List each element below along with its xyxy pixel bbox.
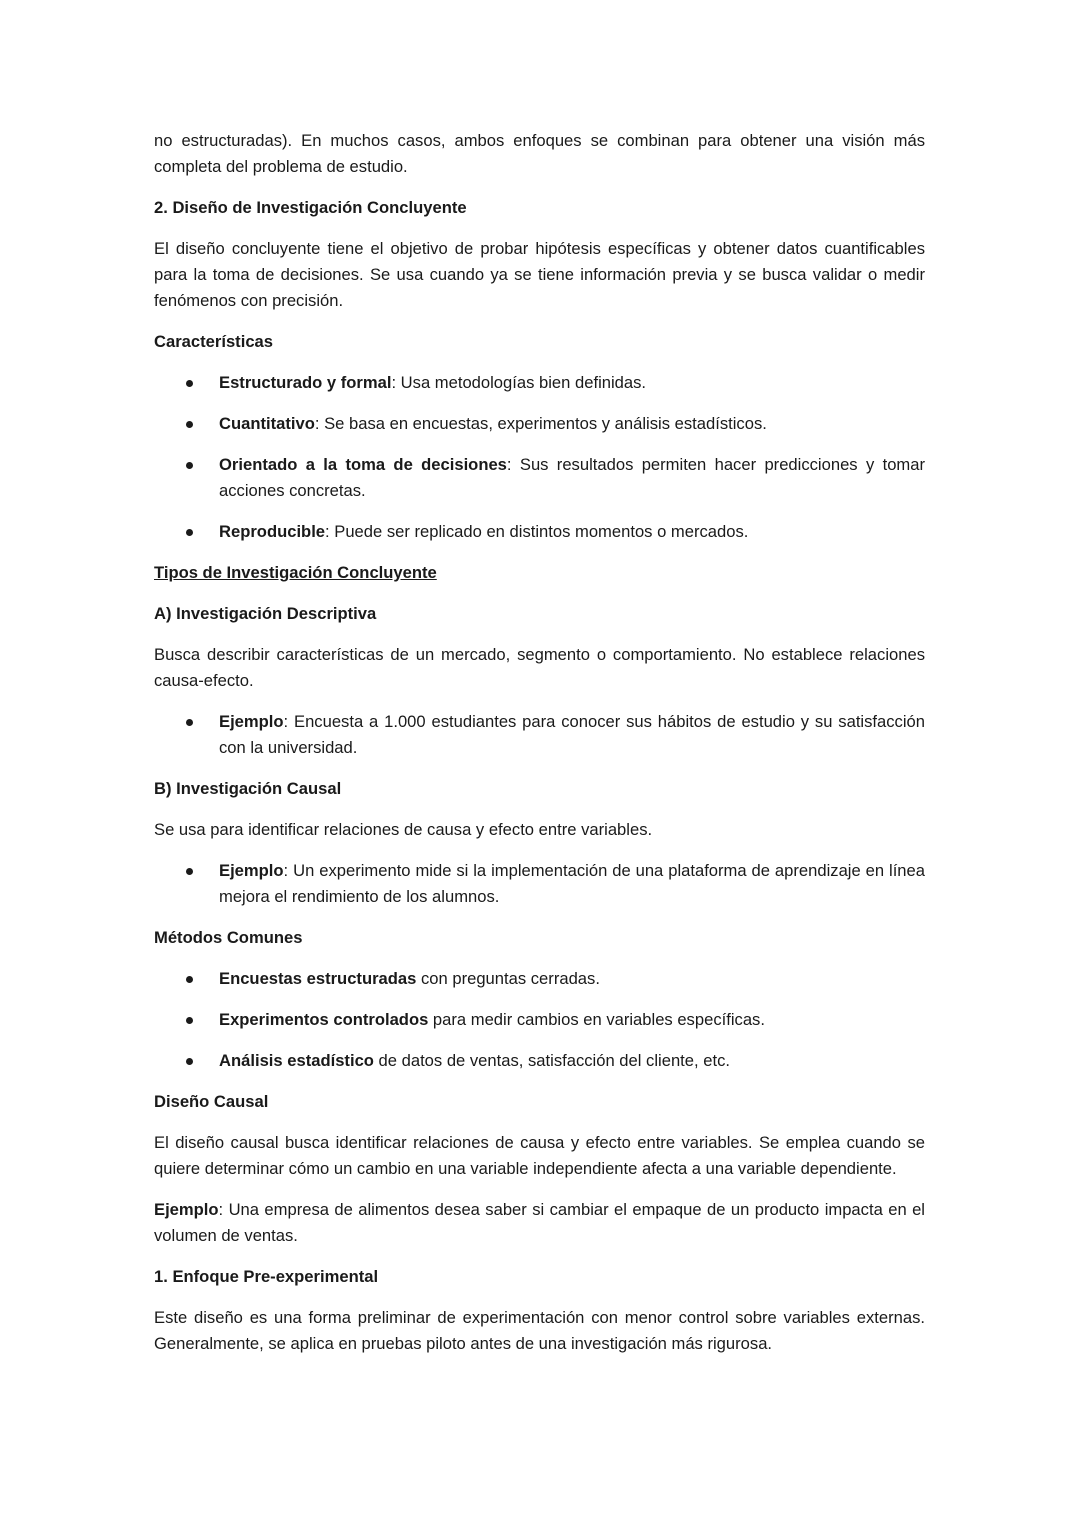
text: Tipos de Investigación Concluyente [154,563,437,582]
bullet-icon [186,421,193,428]
bold-text: Ejemplo [154,1200,219,1219]
bold-text: Experimentos controlados [219,1010,429,1029]
text: : Encuesta a 1.000 estudiantes para conocer sus hábitos de estudio y su satisfacción con la universidad. [219,712,925,757]
text: Se usa para identificar relaciones de causa y efecto entre variables. [154,820,653,839]
text: 2. Diseño de Investigación Concluyente [154,198,467,217]
section-heading [154,560,925,586]
bullet-icon [186,868,193,875]
bullet-list [154,709,925,761]
bold-text: Cuantitativo [219,414,315,433]
bullet-icon [186,1058,193,1065]
bullet-icon [186,976,193,983]
list-item [154,858,925,910]
paragraph [154,817,925,843]
text: para medir cambios en variables específicas. [428,1010,765,1029]
text: : Usa metodologías bien definidas. [391,373,647,392]
text: Este diseño es una forma preliminar de experimentación con menor control sobre variables externas. Generalmente, se aplica en pruebas piloto antes de una investigación más rigurosa. [154,1308,925,1353]
text: con preguntas cerradas. [416,969,600,988]
bold-text: Ejemplo [219,712,284,731]
text: no estructuradas). En muchos casos, ambos enfoques se combinan para obtener una visión más completa del problema de estudio. [154,131,925,176]
text: : Sus resultados permiten hacer predicciones y tomar acciones concretas. [219,455,925,500]
text: El diseño causal busca identificar relaciones de causa y efecto entre variables. Se emplea cuando se quiere determinar cómo un cambio en una variable independiente afecta a una variable dependiente. [154,1133,925,1178]
bold-text: Reproducible [219,522,326,541]
bullet-icon [186,1017,193,1024]
list-item [154,370,925,396]
text: : Puede ser replicado en distintos momentos o mercados. [325,522,749,541]
text: El diseño concluyente tiene el objetivo de probar hipótesis específicas y obtener datos cuantificables para la toma de decisiones. Se usa cuando ya se tiene información previa y se busca validar o medir fenómenos con precisión. [154,239,925,310]
text: Características [154,332,274,351]
list-item [154,1048,925,1074]
paragraph [154,236,925,314]
text: : Una empresa de alimentos desea saber si cambiar el empaque de un producto impacta en el volumen de ventas. [154,1200,925,1245]
list-item [154,519,925,545]
section-heading [154,1089,925,1115]
text: 1. Enfoque Pre-experimental [154,1267,379,1286]
text: Busca describir características de un mercado, segmento o comportamiento. No establece relaciones causa-efecto. [154,645,925,690]
paragraph [154,128,925,180]
list-item [154,709,925,761]
bullet-list [154,966,925,1074]
bullet-icon [186,380,193,387]
text: Diseño Causal [154,1092,269,1111]
bold-text: Análisis estadístico [219,1051,374,1070]
text: A) Investigación Descriptiva [154,604,377,623]
bullet-list [154,370,925,545]
document-page [154,128,925,1372]
paragraph [154,642,925,694]
paragraph [154,1130,925,1182]
list-item [154,1007,925,1033]
bold-text: Encuestas estructuradas [219,969,417,988]
text: Métodos Comunes [154,928,303,947]
bullet-icon [186,462,193,469]
section-heading [154,1264,925,1290]
bullet-icon [186,529,193,536]
section-heading [154,329,925,355]
bold-text: Estructurado y formal [219,373,392,392]
text: : Se basa en encuestas, experimentos y análisis estadísticos. [314,414,767,433]
bold-text: Ejemplo [219,861,284,880]
list-item [154,966,925,992]
text: de datos de ventas, satisfacción del cliente, etc. [373,1051,730,1070]
paragraph [154,1305,925,1357]
bold-text: Orientado a la toma de decisiones [219,455,507,474]
bullet-list [154,858,925,910]
text: B) Investigación Causal [154,779,342,798]
text: : Un experimento mide si la implementación de una plataforma de aprendizaje en línea mejora el rendimiento de los alumnos. [219,861,925,906]
paragraph [154,1197,925,1249]
section-heading [154,601,925,627]
list-item [154,411,925,437]
section-heading [154,195,925,221]
section-heading [154,776,925,802]
list-item [154,452,925,504]
bullet-icon [186,719,193,726]
section-heading [154,925,925,951]
